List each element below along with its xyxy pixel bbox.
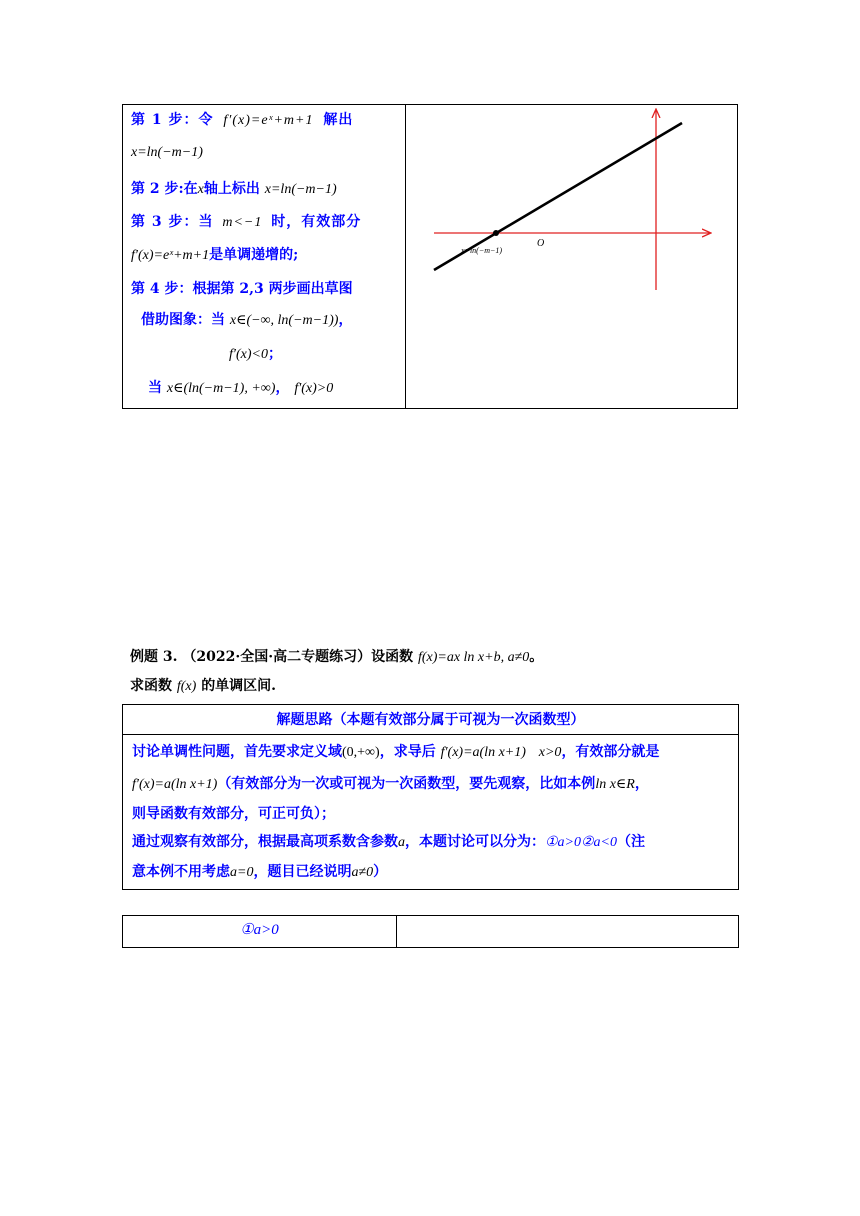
idea-l2-math: ln x∈R — [595, 777, 635, 792]
idea-l2-formula: f′(x)=a(ln x+1) — [132, 777, 218, 792]
idea-l1-a: 讨论单调性问题，首先要求定义域 — [132, 744, 342, 760]
idea-l4-a: 通过观察有效部分，根据最高项系数含参数 — [132, 834, 398, 850]
step4-text: 第 4 步：根据第 2,3 两步画出草图 — [131, 281, 353, 297]
step1-result-line — [131, 144, 203, 161]
graph-sep: ； — [267, 346, 282, 362]
idea-l5-c: ） — [373, 864, 388, 880]
step3-formula: f′(x)=eˣ+m+1 — [131, 248, 210, 263]
step2-formula: x=ln(−m−1) — [264, 182, 337, 197]
idea-l3-text: 则导函数有效部分，可正可负）； — [132, 806, 335, 822]
idea-l2-text: （有效部分为一次或可视为一次函数型，要先观察，比如本例 — [217, 776, 596, 792]
question-formula: f(x) — [176, 679, 197, 694]
root-point — [493, 230, 499, 236]
sketch-cell — [406, 105, 737, 408]
example-question-line — [130, 675, 276, 695]
example-title-line — [130, 646, 543, 666]
graph-result2: f′(x)>0 — [294, 381, 334, 396]
idea-case2: ②a<0 — [581, 835, 617, 850]
idea-l2-end: ， — [634, 776, 649, 792]
idea-line2 — [132, 773, 649, 793]
step3-text: 是单调递增的; — [209, 247, 299, 263]
graph-interval1: x∈(−∞, ln(−m−1)) — [229, 313, 339, 328]
graph-comma: ， — [338, 312, 353, 328]
graph-prefix: 借助图象：当 — [141, 312, 225, 328]
case-label: ①a>0 — [240, 922, 279, 938]
question-suffix: 的单调区间. — [201, 678, 277, 694]
idea-l5-a: 意本例不用考虑 — [132, 864, 230, 880]
case-table — [122, 915, 739, 948]
idea-l1-cond: x>0 — [538, 745, 562, 760]
step1-line — [131, 109, 353, 129]
graph-line1 — [141, 309, 352, 329]
idea-line4 — [132, 831, 645, 851]
idea-line1 — [132, 741, 659, 761]
idea-header: 解题思路（本题有效部分属于可视为一次函数型） — [123, 705, 738, 735]
graph-prefix2: 当 — [148, 380, 162, 396]
idea-l1-formula: f′(x)=a(ln x+1) — [440, 745, 526, 760]
idea-domain: (0,+∞) — [342, 745, 380, 760]
idea-line5 — [132, 861, 387, 881]
graph-comma2: ， — [275, 380, 290, 396]
idea-l1-c: ，有效部分就是 — [561, 744, 660, 760]
idea-case1: ①a>0 — [545, 835, 581, 850]
idea-l5-math2: a≠0 — [351, 865, 374, 880]
step2-var: x — [197, 182, 204, 197]
step4-line — [131, 278, 353, 298]
step1-formula: f′(x)=eˣ+m+1 — [223, 113, 314, 128]
idea-l5-b: ，题目已经说明 — [253, 864, 352, 880]
step3-prefix: 第 3 步：当 — [131, 214, 214, 230]
graph-line2 — [229, 343, 282, 363]
graph-line3 — [148, 377, 333, 397]
step2-line — [131, 178, 337, 198]
case-content-cell — [398, 916, 738, 947]
step1-suffix: 解出 — [323, 112, 354, 128]
example-title: 例题 3. （2022·全国·高二专题练习）设函数 — [130, 649, 414, 665]
step2-mid: 轴上标出 — [203, 181, 260, 197]
question-prefix: 求函数 — [130, 678, 172, 694]
root-label: x=ln(−m−1) — [461, 246, 503, 255]
step2-prefix: 第 2 步:在 — [131, 181, 198, 197]
step3-suffix: 时，有效部分 — [271, 214, 362, 230]
step-table — [122, 104, 738, 409]
idea-l4-b: ，本题讨论可以分为： — [405, 834, 545, 850]
step-text-cell — [123, 105, 406, 408]
derivative-sketch — [406, 105, 737, 408]
idea-l5-math1: a=0 — [230, 865, 254, 880]
example-function: f(x)=ax ln x+b, a≠0 — [417, 650, 530, 665]
idea-l1-b: ，求导后 — [379, 744, 436, 760]
step3-cond: m<−1 — [222, 215, 263, 230]
idea-param: a — [398, 835, 405, 850]
step3-line — [131, 211, 361, 231]
case-label-cell — [123, 916, 397, 947]
idea-l4-c: （注 — [617, 834, 645, 850]
graph-result1: f′(x)<0 — [229, 347, 268, 362]
origin-label: O — [537, 238, 545, 249]
solution-idea-table — [122, 704, 739, 890]
step1-prefix: 第 1 步：令 — [131, 112, 214, 128]
graph-interval2: x∈(ln(−m−1), +∞) — [166, 381, 276, 396]
example-title-end: 。 — [529, 649, 544, 665]
step1-result: x=ln(−m−1) — [131, 145, 203, 160]
step3-formula-line — [131, 244, 298, 264]
idea-line3 — [132, 803, 335, 823]
